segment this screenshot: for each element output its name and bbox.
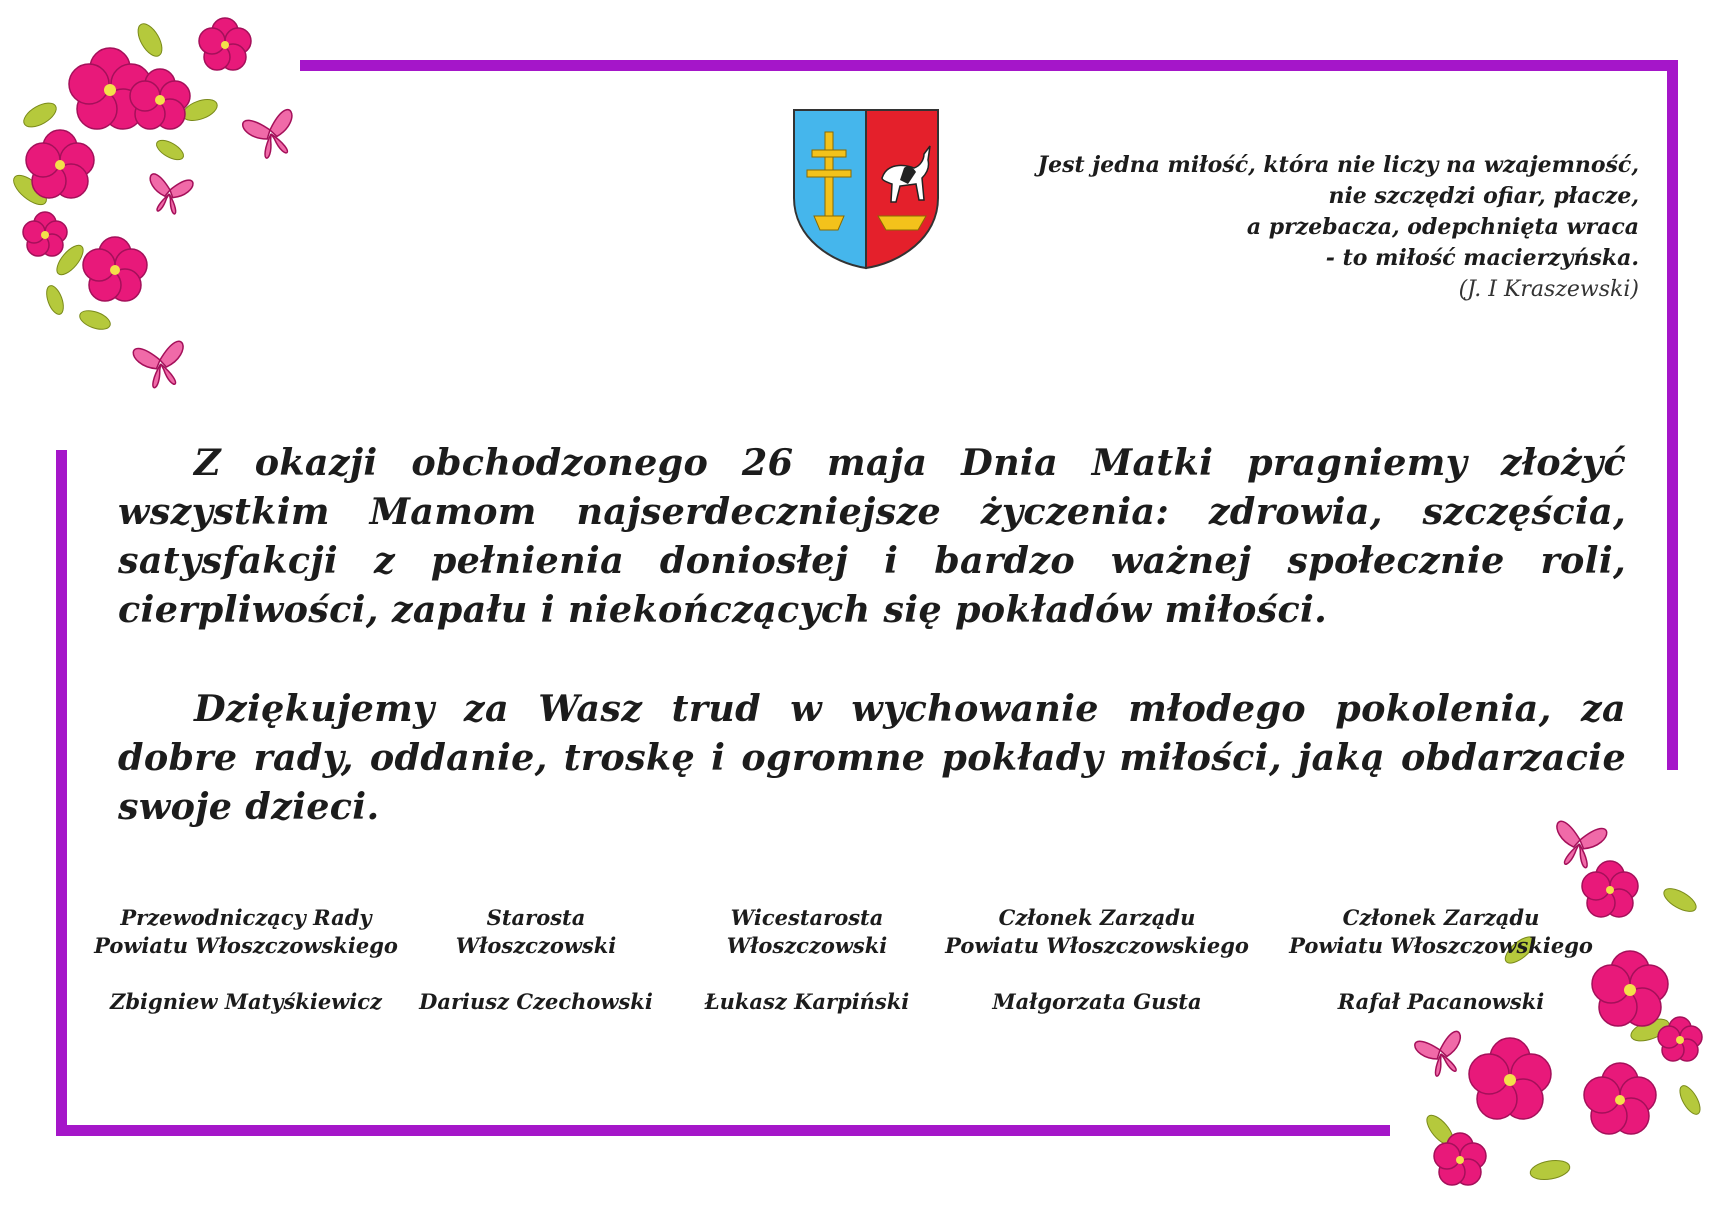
- signer-name: Zbigniew Matyśkiewicz: [110, 989, 382, 1014]
- signer-5: [1271, 904, 1611, 1016]
- signer-4: [927, 904, 1267, 1016]
- quote-block: [879, 150, 1639, 305]
- signer-role: Starosta: [486, 905, 586, 930]
- signer-role: Powiatu Włoszczowskiego: [94, 933, 398, 958]
- signer-role: Członek Zarządu: [1342, 905, 1540, 930]
- quote-author: (J. I Kraszewski): [1458, 277, 1639, 302]
- signer-3: [637, 904, 977, 1016]
- wishes-paragraph-2: Dziękujemy za Wasz trud w wychowanie młodego pokolenia, za dobre rady, oddanie, troskę i ogromne pokłady miłości, jaką obdarzacie swoje dzieci.: [118, 687, 1626, 828]
- quote-line: nie szczędzi ofiar, płacze,: [1328, 183, 1639, 209]
- signer-role: Przewodniczący Rady: [120, 905, 372, 930]
- signer-role: Powiatu Włoszczowskiego: [945, 933, 1249, 958]
- signer-name: Łukasz Karpiński: [704, 989, 910, 1014]
- signer-role: Wicestarosta: [730, 905, 884, 930]
- wishes-text: [118, 438, 1626, 831]
- flowers-butterflies-top-left-decoration: [0, 0, 320, 420]
- wishes-paragraph-1: Z okazji obchodzonego 26 maja Dnia Matki pragniemy złożyć wszystkim Mamom najserdeczniejsze życzenia: zdrowia, szczęścia, satysfakcji z pełnienia doniosłej i bardzo ważnej społecznie roli, cierpliwości, zapału i niekończących się pokładów miłości.: [118, 441, 1626, 631]
- signer-1: [76, 904, 416, 1016]
- signer-role: Członek Zarządu: [998, 905, 1196, 930]
- signer-name: Rafał Pacanowski: [1337, 989, 1545, 1014]
- signer-name: Dariusz Czechowski: [419, 989, 653, 1014]
- quote-line: Jest jedna miłość, która nie liczy na wzajemność,: [1037, 152, 1639, 178]
- signer-role: Włoszczowski: [455, 933, 617, 958]
- signer-role: Powiatu Włoszczowskiego: [1289, 933, 1593, 958]
- quote-line: a przebacza, odepchnięta wraca: [1246, 214, 1639, 240]
- signer-name: Małgorzata Gusta: [992, 989, 1202, 1014]
- signer-role: Włoszczowski: [726, 933, 888, 958]
- quote-line: - to miłość macierzyńska.: [1325, 245, 1639, 271]
- signatories: [0, 904, 1711, 1034]
